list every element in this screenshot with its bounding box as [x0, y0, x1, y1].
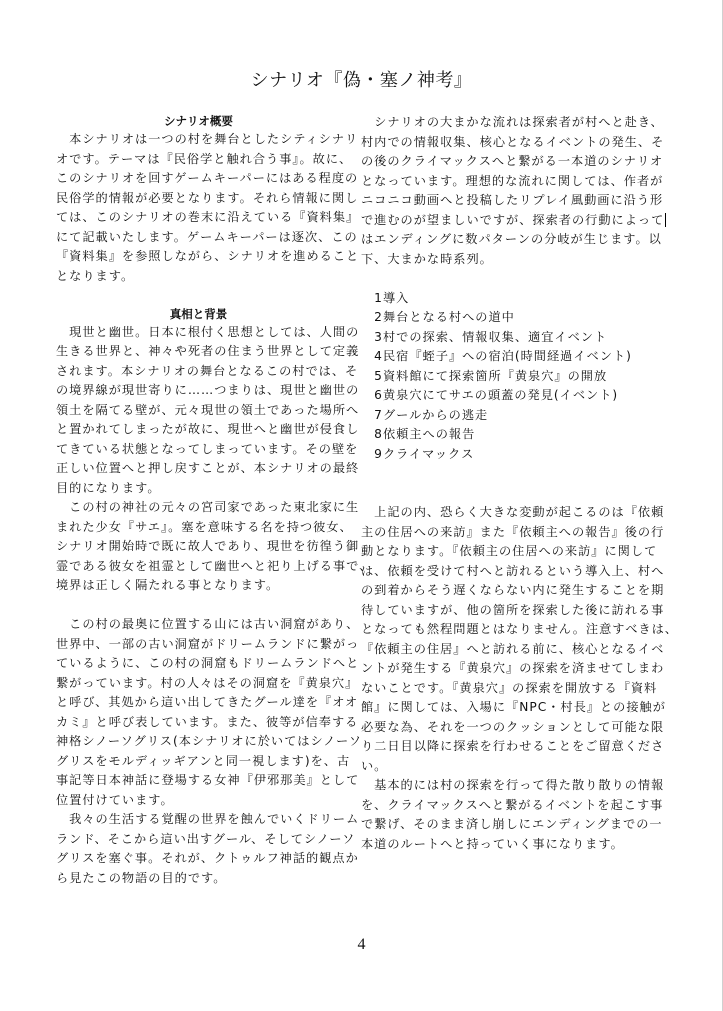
- text-line: [361, 737, 665, 757]
- text-line: [56, 576, 341, 596]
- text-line: [361, 152, 664, 172]
- line-text: の到着からそう遅くならない内に発生することを期: [361, 583, 665, 597]
- text-line: [56, 615, 360, 635]
- text-line: [361, 757, 646, 777]
- text-line: [56, 228, 358, 248]
- text-line: [361, 718, 665, 738]
- line-text: い。: [361, 758, 388, 773]
- line-text: 『資料集』を参照しながら、シナリオを進めること: [56, 249, 360, 263]
- line-text: ら見たこの物語の目的です。: [56, 870, 227, 885]
- text-line: [56, 713, 359, 733]
- line-text: となっています。理想的な流れに関しては、作者が: [361, 173, 664, 188]
- line-text: 正しい位置へと押し戻すことが、本シナリオの最終: [56, 461, 360, 475]
- line-text: となっても然程問題とはなりません。注意すべきは、: [361, 622, 678, 636]
- text-line: [56, 189, 359, 209]
- text-line: [56, 654, 360, 674]
- line-text: 我々の生活する覚醒の世界を蝕んでいくドリーム: [56, 812, 360, 826]
- line-text: 現世と幽世。日本に根付く思想としては、人間の: [56, 324, 360, 339]
- line-text: 真相と背景: [169, 306, 228, 321]
- text-line: [56, 752, 351, 772]
- line-text: 待していますが、他の箇所を探索した後に訪れる事: [361, 602, 665, 617]
- blank-line: [361, 464, 646, 484]
- text-line: [361, 250, 646, 270]
- line-text: 位置付けています。: [56, 792, 174, 807]
- line-text: 世界中、一部の古い洞窟がドリームランドに繋がっ: [56, 636, 360, 651]
- text-line: [56, 169, 359, 189]
- line-text: 3村での探索、情報収集、適宜イベント: [361, 329, 608, 344]
- line-text: で繋げ、そのまま済し崩しにエンディングまでの一: [361, 817, 663, 831]
- document-title: シナリオ『偽・塞ノ神考』: [250, 70, 473, 91]
- line-text: 生きる世界と、神々や死者の住まう世界として定義: [56, 344, 360, 358]
- line-text: はエンディングに数パターンの分岐が生じます。以: [361, 232, 662, 246]
- line-text: 8依頼主への報告: [361, 427, 476, 441]
- text-line: [361, 659, 665, 679]
- line-text: シナリオ開始時で既に故人であり、現世を彷徨う御: [56, 539, 360, 553]
- line-text: グリスをモルディッギアンと同一視します)を、古: [56, 753, 351, 768]
- text-line: [361, 815, 663, 835]
- line-text: 本道のルートへと持っていく事になります。: [361, 836, 624, 851]
- line-text: 村内での情報収集、核心となるイベントの発生、そ: [361, 134, 665, 149]
- text-line: [56, 498, 360, 518]
- text-line: [361, 581, 665, 601]
- line-text: カミ』と呼び表しています。また、彼等が信奉する: [56, 714, 359, 729]
- line-text: 基本的には村の探索を行って得た散り散りの情報: [361, 778, 665, 792]
- text-line: [56, 791, 341, 811]
- line-text: 1導入: [361, 290, 410, 305]
- line-text: 館』に関しては、入場に『NPC・村長』との接触が: [361, 700, 666, 714]
- text-line: [56, 771, 360, 791]
- line-text: シナリオの大まかな流れは探索者が村へと赴き、: [361, 115, 664, 129]
- line-text: 4民宿『蛭子』への宿泊(時間経過イベント): [361, 349, 632, 363]
- line-text: ントが発生する『黄泉穴』の探索を済ませてしまわ: [361, 661, 665, 675]
- text-line: [361, 211, 665, 231]
- text-line: [56, 557, 373, 577]
- line-text: 下、大まかな時系列。: [361, 251, 493, 266]
- text-line: [56, 830, 356, 850]
- line-text: この村の最奥に位置する山には古い洞窟があり、: [56, 617, 360, 631]
- line-text: ニコニコ動画へと投稿したリプレイ風動画に沿う形: [361, 193, 664, 207]
- line-text: 主の住居への来訪』また『依頼主への報告』後の行: [361, 524, 665, 539]
- text-line: [361, 347, 646, 367]
- text-line: [56, 479, 341, 499]
- line-text: で進むのが望ましいですが、探索者の行動によって: [361, 212, 665, 227]
- line-text: 事記等日本神話に登場する女神『伊邪那美』として: [56, 773, 360, 787]
- text-line: [361, 503, 665, 523]
- line-text: 『依頼主の住居』へと訪れる前に、核心となるイベ: [361, 641, 665, 656]
- text-line: [56, 537, 360, 557]
- line-text: 9クライマックス: [361, 446, 475, 461]
- text-line: [56, 381, 360, 401]
- line-text: シナリオ概要: [164, 114, 233, 128]
- line-text: 2舞台となる村への道中: [361, 310, 515, 324]
- left-column: [56, 113, 373, 888]
- text-line: [361, 620, 678, 640]
- line-text: 動となります。『依頼主の住居への来訪』に関して: [361, 544, 658, 558]
- text-line: [361, 796, 664, 816]
- text-line: [361, 230, 662, 250]
- text-line: [361, 133, 665, 153]
- text-line: [361, 601, 665, 621]
- text-line: [361, 289, 646, 309]
- line-text: と置かれてしまったが故に、現世へと幽世が侵食し: [56, 422, 360, 436]
- blank-line: [361, 484, 646, 504]
- line-text: されます。本シナリオの舞台となるこの村では、そ: [56, 363, 359, 378]
- line-text: を、クライマックスへと繋がるイベントを起こす事: [361, 797, 664, 812]
- text-line: [56, 342, 360, 362]
- text-line: [56, 440, 359, 460]
- text-line: [56, 635, 360, 655]
- line-text: ないことです。『黄泉穴』の探索を開放する『資料: [361, 680, 658, 695]
- text-line: [361, 679, 658, 699]
- text-line: [361, 172, 664, 192]
- text-line: [361, 542, 658, 562]
- right-column: [361, 113, 678, 854]
- text-line: [56, 869, 341, 889]
- line-text: オです。テーマは『民俗学と触れ合う事』。故に、: [56, 151, 353, 166]
- line-text: 民俗学的情報が必要となります。それら情報に関し: [56, 190, 359, 205]
- line-text: ては、このシナリオの巻末に沿えている『資料集』: [56, 210, 360, 224]
- line-text: り二日目以降に探索を行わせることをご留意くださ: [361, 739, 665, 753]
- line-text: 目的になります。: [56, 480, 161, 495]
- line-text: 繋がっています。村の人々はその洞窟を『黄泉穴』: [56, 675, 359, 690]
- section-heading: [56, 113, 341, 130]
- text-cursor: [665, 213, 666, 227]
- text-line: [56, 420, 360, 440]
- text-line: [361, 308, 646, 328]
- text-line: [56, 130, 359, 150]
- text-line: [56, 401, 360, 421]
- line-text: 7グールからの逃走: [361, 407, 489, 422]
- text-line: [56, 693, 359, 713]
- text-line: [56, 674, 359, 694]
- text-line: [56, 267, 341, 287]
- line-text: ランド、そこから這い出すグール、そしてシノーソ: [56, 831, 356, 846]
- section-heading: [56, 306, 341, 323]
- text-line: [361, 562, 665, 582]
- blank-line: [361, 269, 646, 289]
- blank-line: [56, 286, 341, 306]
- line-text: 必要な為、それを一つのクッションとして可能な限: [361, 719, 665, 734]
- line-text: 神格シノーソグリス(本シナリオに於いてはシノーソ: [56, 734, 362, 748]
- text-line: [56, 810, 360, 830]
- page-number: 4: [357, 936, 366, 953]
- text-line: [361, 698, 666, 718]
- line-text: 領土を隔てる壁が、元々現世の領土であった場所へ: [56, 402, 360, 417]
- line-text: となります。: [56, 268, 135, 283]
- text-line: [56, 323, 360, 343]
- line-text: 境界は正しく隔たれる事となります。: [56, 578, 280, 592]
- line-text: グリスを塞ぐ事。それが、クトゥルフ神話的観点か: [56, 851, 359, 865]
- text-line: [56, 150, 353, 170]
- text-line: [361, 406, 646, 426]
- text-line: [56, 208, 360, 228]
- text-line: [56, 459, 360, 479]
- text-line: [361, 328, 646, 348]
- line-text: この村の神社の元々の宮司家であった東北家に生: [56, 500, 360, 514]
- line-text: 5資料館にて探索箇所『黄泉穴』の開放: [361, 368, 608, 383]
- text-line: [361, 445, 646, 465]
- text-line: [56, 518, 353, 538]
- line-text: 霊である彼女を祖霊として幽世へと祀り上げる事で、: [56, 558, 373, 573]
- line-text: の後のクライマックスへと繋がる一本道のシナリオ: [361, 154, 664, 168]
- text-line: [361, 191, 664, 211]
- text-line: [361, 835, 646, 855]
- line-text: は、依頼を受けて村へと訪れるという導入上、村へ: [361, 563, 665, 578]
- line-text: の境界線が現世寄りに……つまりは、現世と幽世の: [56, 383, 360, 397]
- text-line: [56, 732, 362, 752]
- line-text: にて記載いたします。ゲームキーパーは逐次、この: [56, 229, 358, 244]
- text-line: [56, 362, 359, 382]
- line-text: 6黄泉穴にてサエの頭蓋の発見(イベント): [361, 388, 619, 402]
- text-line: [361, 425, 646, 445]
- text-line: [361, 776, 665, 796]
- text-line: [56, 247, 360, 267]
- line-text: と呼び、其処から這い出してきたグール達を『オオ: [56, 695, 359, 709]
- text-line: [361, 113, 664, 133]
- line-text: てきている状態となってしまっています。その壁を: [56, 441, 359, 456]
- text-line: [56, 849, 359, 869]
- blank-line: [56, 596, 341, 616]
- line-text: 本シナリオは一つの村を舞台としたシティシナリ: [56, 132, 359, 146]
- line-text: 上記の内、恐らく大きな変動が起こるのは『依頼: [361, 505, 665, 519]
- text-line: [361, 523, 665, 543]
- line-text: まれた少女『サエ』。塞を意味する名を持つ彼女、: [56, 519, 353, 534]
- line-text: このシナリオを回すゲームキーパーにはある程度の: [56, 171, 359, 185]
- line-text: ているように、この村の洞窟もドリームランドへと: [56, 656, 360, 670]
- text-line: [361, 640, 665, 660]
- text-line: [361, 386, 646, 406]
- text-line: [361, 367, 646, 387]
